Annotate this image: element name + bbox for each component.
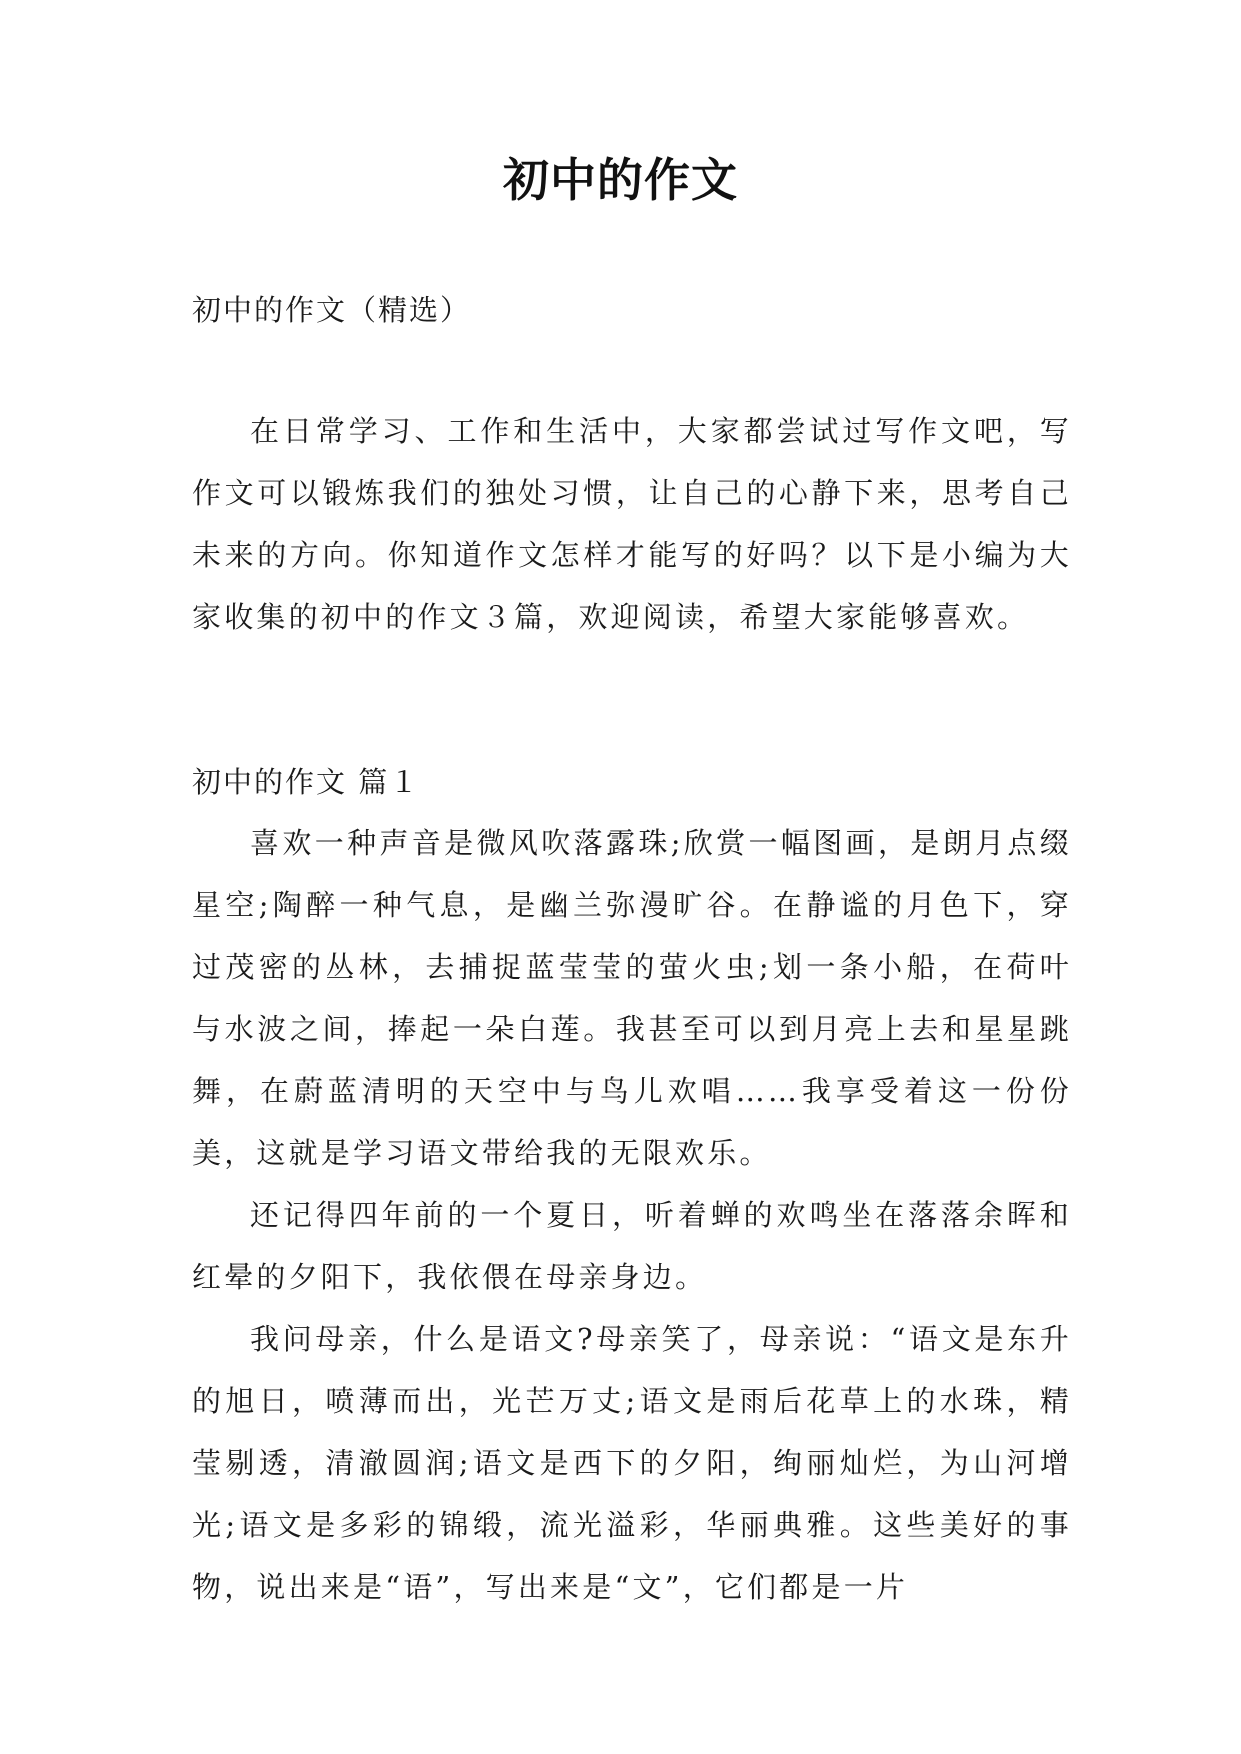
document-subtitle: 初中的作文（精选） (192, 293, 472, 327)
essay-paragraph: 还记得四年前的一个夏日，听着蝉的欢鸣坐在落落余晖和红晕的夕阳下，我依偎在母亲身边。 (192, 1198, 1072, 1294)
section-heading: 初中的作文 篇１ (192, 765, 421, 799)
intro-paragraph: 在日常学习、工作和生活中，大家都尝试过写作文吧，写作文可以锻炼我们的独处习惯，让自己的心静下来，思考自己未来的方向。你知道作文怎样才能写的好吗？以下是小编为大家收集的初中的作文３篇，欢迎阅读，希望大家能够喜欢。 (192, 414, 1072, 634)
essay-body (192, 812, 1072, 1618)
document-title: 初中的作文 (503, 153, 738, 207)
intro-paragraph-block (192, 400, 1072, 648)
essay-paragraph: 喜欢一种声音是微风吹落露珠;欣赏一幅图画，是朗月点缀星空;陶醉一种气息，是幽兰弥漫旷谷。在静谧的月色下，穿过茂密的丛林，去捕捉蓝莹莹的萤火虫;划一条小船，在荷叶与水波之间，捧起一朵白莲。我甚至可以到月亮上去和星星跳舞，在蔚蓝清明的天空中与鸟儿欢唱……我享受着这一份份美，这就是学习语文带给我的无限欢乐。 (192, 826, 1072, 1170)
essay-paragraph: 我问母亲，什么是语文?母亲笑了，母亲说：“语文是东升的旭日，喷薄而出，光芒万丈;语文是雨后花草上的水珠，精莹剔透，清澈圆润;语文是西下的夕阳，绚丽灿烂，为山河增光;语文是多彩的锦缎，流光溢彩，华丽典雅。这些美好的事物，说出来是“语”，写出来是“文”，它们都是一片 (192, 1322, 1072, 1604)
